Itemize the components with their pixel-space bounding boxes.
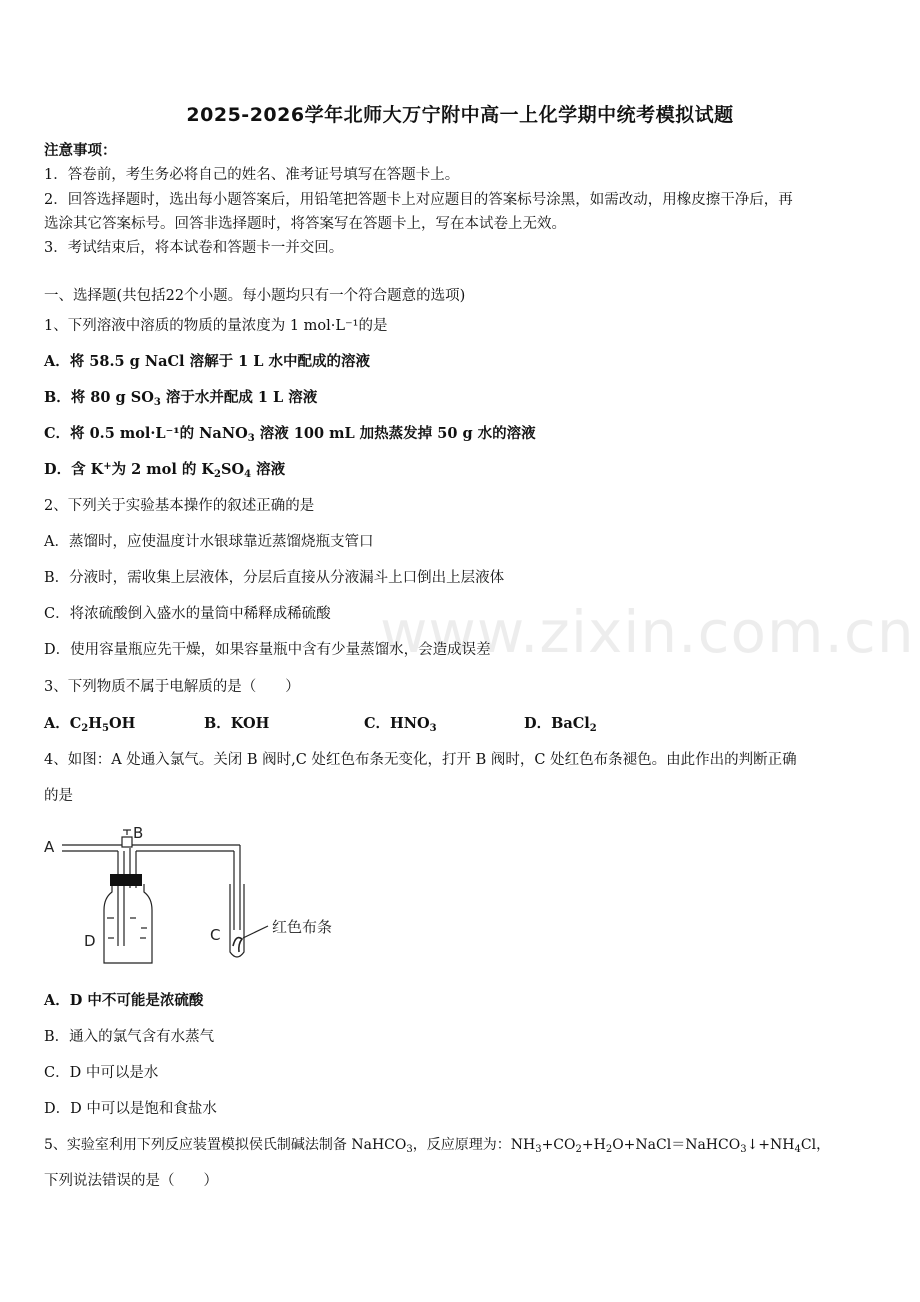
q5-stem-cont: 下列说法错误的是（ ）	[44, 1173, 218, 1189]
q1-stem: 1、下列溶液中溶质的物质的量浓度为 1 mol·L⁻¹的是	[44, 318, 388, 334]
diagram-label-b: B	[133, 824, 144, 842]
page-title: 2025-2026学年北师大万宁附中高一上化学期中统考模拟试题	[186, 104, 734, 126]
q4-option-d: D．D 中可以是饱和食盐水	[44, 1101, 217, 1117]
q4-option-c: C．D 中可以是水	[44, 1065, 159, 1081]
notice-heading: 注意事项：	[44, 142, 117, 159]
q4-stem: 4、如图：A 处通入氯气。关闭 B 阀时,C 处红色布条无变化，打开 B 阀时，C 处红色布条褪色。由此作出的判断正确	[44, 752, 797, 768]
q4-apparatus-diagram	[40, 818, 360, 973]
q1-option-c: C．将 0.5 mol·L⁻¹的 NaNO$_3$ 溶液 100 mL 加热蒸发掉 50 g 水的溶液	[44, 425, 536, 444]
q2-option-b: B．分液时，需收集上层液体，分层后直接从分液漏斗上口倒出上层液体	[44, 570, 505, 586]
watermark: www.zixin.com.cn	[380, 598, 915, 666]
diagram-label-a: A	[44, 838, 55, 856]
q3-option-d: D．BaCl$_2$	[524, 715, 597, 734]
q1-option-b: B．将 80 g $SO_3$ 溶于水并配成 1 L 溶液	[44, 389, 318, 408]
q4-option-a: A．D 中不可能是浓硫酸	[44, 992, 204, 1009]
q2-stem: 2、下列关于实验基本操作的叙述正确的是	[44, 498, 315, 514]
q3-stem: 3、下列物质不属于电解质的是（ ）	[44, 679, 300, 695]
notice-item-2: 2．回答选择题时，选出每小题答案后，用铅笔把答题卡上对应题目的答案标号涂黑，如需改动，用橡皮擦干净后，再	[44, 192, 793, 208]
bottle-stopper	[110, 874, 142, 886]
q3-option-b: B．KOH	[204, 715, 270, 732]
q2-option-d: D．使用容量瓶应先干燥，如果容量瓶中含有少量蒸馏水，会造成误差	[44, 642, 491, 658]
q5-stem: 5、实验室利用下列反应装置模拟侯氏制碱法制备 NaHCO$_3$，反应原理为：$NH_3+CO_2+H_2O+NaCl=NaHCO_3↓+NH_4Cl$，	[44, 1137, 831, 1155]
q3-option-c: C．$HNO_3$	[364, 715, 437, 734]
q3-option-a: A．$C_2H_5OH$	[44, 715, 136, 734]
q4-option-b: B．通入的氯气含有水蒸气	[44, 1029, 215, 1045]
section-heading: 一、选择题(共包括22个小题。每小题均只有一个符合题意的选项)	[44, 288, 466, 304]
diagram-label-cloth: 红色布条	[272, 918, 333, 936]
q1-option-d: D．含 K+为 2 mol 的 $K_2SO_4$ 溶液	[44, 461, 286, 480]
diagram-label-d: D	[84, 932, 96, 950]
q3-options	[44, 712, 864, 732]
q4-stem-cont: 的是	[44, 788, 73, 804]
q2-option-c: C．将浓硫酸倒入盛水的量筒中稀释成稀硫酸	[44, 606, 331, 622]
notice-item-2-cont: 选涂其它答案标号。回答非选择题时，将答案写在答题卡上，写在本试卷上无效。	[44, 216, 566, 232]
notice-item-3: 3．考试结束后，将本试卷和答题卡一并交回。	[44, 240, 344, 256]
q1-option-a: A．将 58.5 g NaCl 溶解于 1 L 水中配成的溶液	[44, 353, 371, 370]
notice-item-1: 1．答卷前，考生务必将自己的姓名、准考证号填写在答题卡上。	[44, 167, 460, 183]
diagram-label-c: C	[210, 926, 221, 944]
q2-option-a: A．蒸馏时，应使温度计水银球靠近蒸馏烧瓶支管口	[44, 534, 374, 550]
